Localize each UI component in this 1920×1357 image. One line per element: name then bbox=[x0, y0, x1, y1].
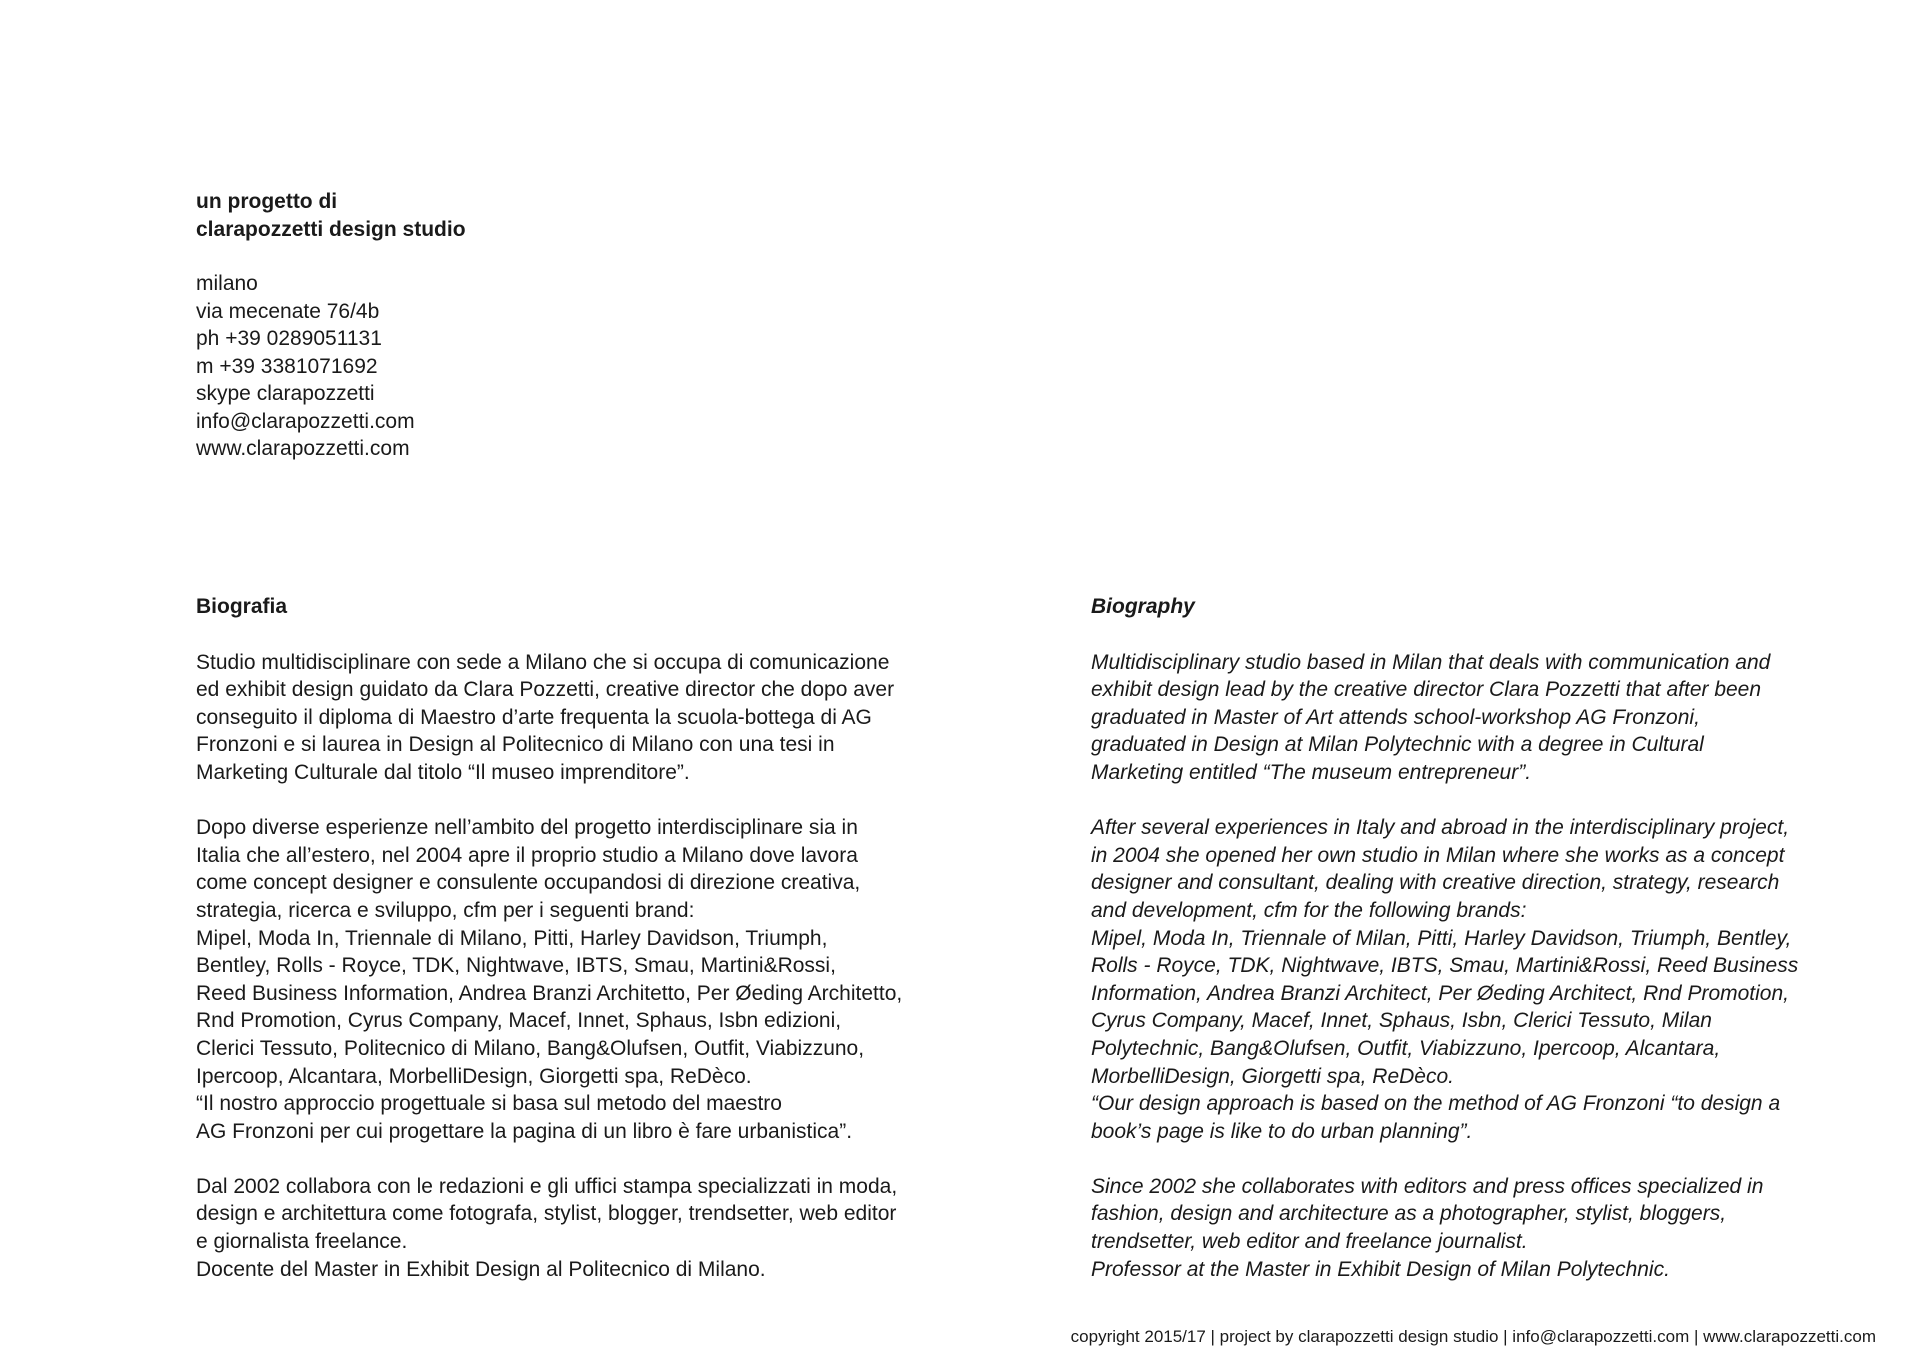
biography-english-heading: Biography bbox=[1091, 595, 1195, 618]
biography-italian-heading: Biografia bbox=[196, 595, 288, 618]
contact-address: via mecenate 76/4b bbox=[196, 299, 380, 323]
studio-header bbox=[196, 188, 896, 463]
contact-skype: skype clarapozzetti bbox=[196, 382, 375, 405]
contact-city: milano bbox=[196, 272, 258, 295]
biography-italian-column bbox=[196, 593, 996, 1311]
biography-italian-paragraph-2: Dopo diverse esperienze nell’ambito del progetto interdisciplinare sia in Italia che all’estero, nel 2004 apre il proprio studio a Milano dove lavora come concept designer e consulente occupandosi di direzione creativa, strategia, ricerca e sviluppo, cfm per i seguenti brand: Mipel, Moda In, Triennale di Milano, Pitti, Harley Davidson, Triumph, Bentley, Rolls - Royce, TDK, Nightwave, IBTS, Smau, Martini&Rossi, Reed Business Information, Andrea Branzi Architetto, Per Øeding Architetto, Rnd Promotion, Cyrus Company, Macef, Innet, Sphaus, Isbn edizioni, Clerici Tessuto, Politecnico di Milano, Bang&Olufsen, Outfit, Viabizzuno, Ipercoop, Alcantara, MorbelliDesign, Giorgetti spa, ReDèco. “Il nostro approccio progettuale si basa sul metodo del maestro AG Fronzoni per cui progettare la pagina di un libro è fare urbanistica”. bbox=[196, 816, 903, 1143]
contact-block bbox=[196, 270, 896, 463]
biography-italian-paragraph-3: Dal 2002 collabora con le redazioni e gli uffici stampa specializzati in moda, design e architettura come fotografa, stylist, blogger, trendsetter, web editor e giornalista freelance. Docente del Master in Exhibit Design al Politecnico di Milano. bbox=[196, 1174, 898, 1281]
contact-phone: ph +39 0289051131 bbox=[196, 327, 382, 350]
page-footer: copyright 2015/17 | project by clarapozzetti design studio | info@clarapozzetti.com | www.clarapozzetti.com bbox=[1070, 1327, 1876, 1346]
biography-english-paragraph-3: Since 2002 she collaborates with editors and press offices specialized in fashion, design and architecture as a photographer, stylist, bloggers, trendsetter, web editor and freelance journalist. Professor at the Master in Exhibit Design of Milan Polytechnic. bbox=[1091, 1174, 1764, 1281]
contact-website[interactable]: www.clarapozzetti.com bbox=[196, 437, 410, 460]
biography-italian-paragraph-1: Studio multidisciplinare con sede a Milano che si occupa di comunicazione ed exhibit design guidato da Clara Pozzetti, creative director che dopo aver conseguito il diploma di Maestro d’arte frequenta la scuola-bottega di AG Fronzoni e si laurea in Design al Politecnico di Milano con una tesi in Marketing Culturale dal titolo “Il museo imprenditore”. bbox=[196, 650, 895, 784]
biography-english-paragraph-2: After several experiences in Italy and abroad in the interdisciplinary project, in 2004 she opened her own studio in Milan where she works as a concept designer and consultant, dealing with creative direction, strategy, research and development, cfm for the following brands: Mipel, Moda In, Triennale of Milan, Pitti, Harley Davidson, Triumph, Bentley, Rolls - Royce, TDK, Nightwave, IBTS, Smau, Martini&Rossi, Reed Business Information, Andrea Branzi Architect, Per Øeding Architect, Rnd Promotion, Cyrus Company, Macef, Innet, Sphaus, Isbn, Clerici Tessuto, Milan Polytechnic, Bang&Olufsen, Outfit, Viabizzuno, Ipercoop, Alcantara, MorbelliDesign, Giorgetti spa, ReDèco. “Our design approach is based on the method of AG Fronzoni “to design a book’s page is like to do urban planning”. bbox=[1091, 816, 1799, 1143]
header-title-line-2: clarapozzetti design studio bbox=[196, 217, 466, 241]
biography-english-paragraph-1: Multidisciplinary studio based in Milan that deals with communication and exhibit design lead by the creative director Clara Pozzetti that after been graduated in Master of Art attends school-workshop AG Fronzoni, graduated in Design at Milan Polytechnic with a degree in Cultural Marketing entitled “The museum entrepreneur”. bbox=[1091, 650, 1771, 784]
contact-mobile: m +39 3381071692 bbox=[196, 354, 378, 378]
contact-email[interactable]: info@clarapozzetti.com bbox=[196, 409, 415, 433]
header-title-line-1: un progetto di bbox=[196, 190, 338, 213]
biography-english-column bbox=[1091, 593, 1891, 1311]
